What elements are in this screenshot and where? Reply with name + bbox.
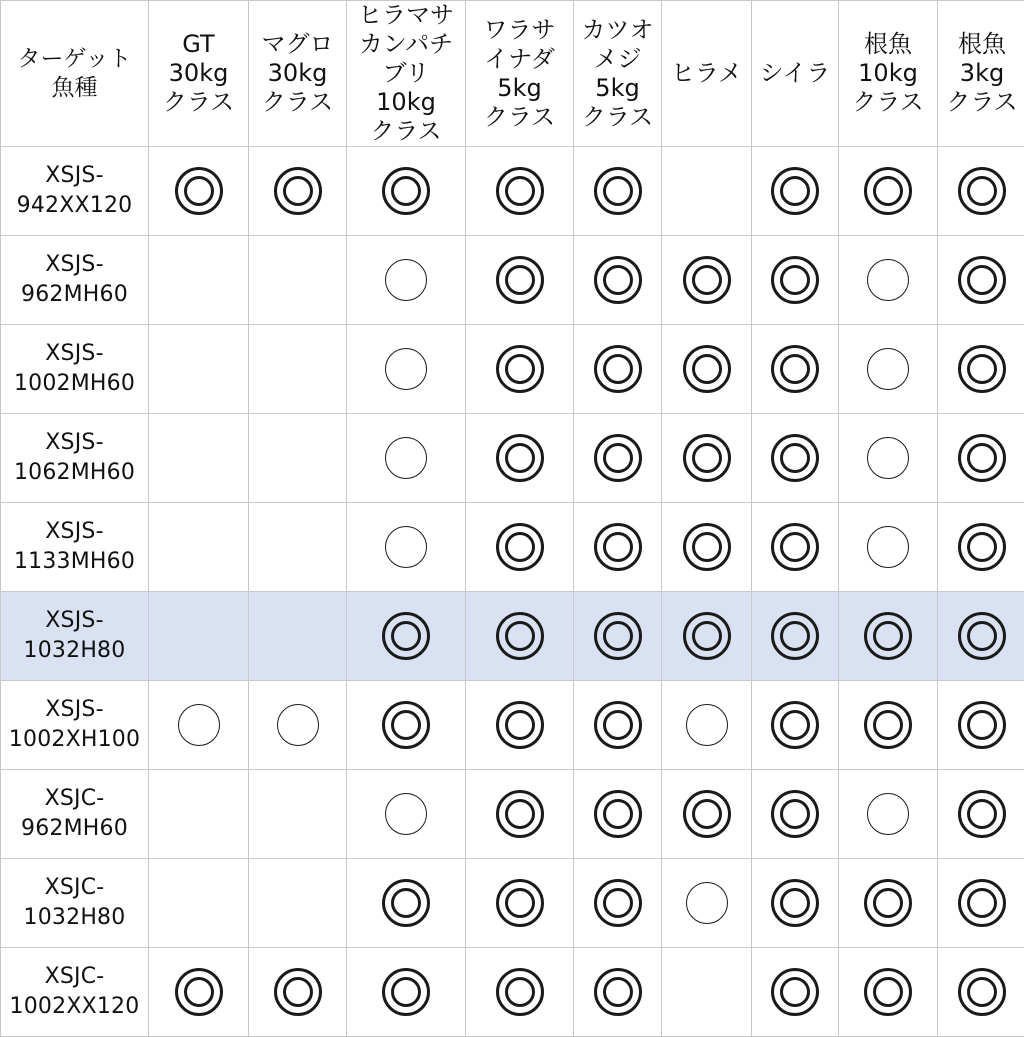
rating-cell	[574, 859, 662, 948]
double-circle-icon	[594, 523, 642, 571]
double-circle-icon	[496, 523, 544, 571]
rating-cell	[839, 681, 938, 770]
header-negyo-3kg: 根魚 3kg クラス	[938, 1, 1024, 147]
table-row	[1, 236, 1024, 325]
rating-cell	[347, 503, 466, 592]
double-circle-icon	[864, 701, 912, 749]
rating-cell	[752, 681, 839, 770]
circle-icon	[385, 437, 427, 479]
double-circle-icon	[594, 256, 642, 304]
rating-cell	[466, 503, 574, 592]
rating-cell	[466, 859, 574, 948]
double-circle-icon	[864, 968, 912, 1016]
rating-cell	[662, 859, 752, 948]
rating-cell	[249, 948, 347, 1037]
rating-cell	[662, 503, 752, 592]
rating-cell	[347, 236, 466, 325]
circle-icon	[686, 882, 728, 924]
double-circle-icon	[496, 968, 544, 1016]
double-circle-icon	[496, 256, 544, 304]
rating-cell	[938, 325, 1024, 414]
double-circle-icon	[958, 256, 1006, 304]
rating-cell	[249, 147, 347, 236]
model-name: XSJS- 962MH60	[1, 236, 149, 325]
header-katsuo: カツオ メジ 5kg クラス	[574, 1, 662, 147]
double-circle-icon	[958, 523, 1006, 571]
table-row	[1, 681, 1024, 770]
rating-cell	[249, 503, 347, 592]
rating-cell	[938, 948, 1024, 1037]
rating-cell	[249, 236, 347, 325]
double-circle-icon	[594, 167, 642, 215]
double-circle-icon	[496, 790, 544, 838]
table-row	[1, 414, 1024, 503]
double-circle-icon	[382, 879, 430, 927]
rating-cell	[249, 681, 347, 770]
rating-cell	[466, 948, 574, 1037]
double-circle-icon	[771, 790, 819, 838]
header-maguro: マグロ 30kg クラス	[249, 1, 347, 147]
circle-icon	[277, 704, 319, 746]
header-row	[1, 1, 1024, 147]
double-circle-icon	[496, 345, 544, 393]
rating-cell	[466, 325, 574, 414]
rating-cell	[347, 948, 466, 1037]
header-shiira: シイラ	[752, 1, 839, 147]
rating-cell	[938, 859, 1024, 948]
rating-cell	[347, 325, 466, 414]
rating-cell	[752, 948, 839, 1037]
rating-cell	[752, 325, 839, 414]
rating-cell	[149, 770, 249, 859]
double-circle-icon	[496, 612, 544, 660]
circle-icon	[385, 259, 427, 301]
header-negyo-10kg: 根魚 10kg クラス	[839, 1, 938, 147]
model-name: XSJS- 1002XH100	[1, 681, 149, 770]
double-circle-icon	[496, 167, 544, 215]
double-circle-icon	[382, 612, 430, 660]
double-circle-icon	[683, 256, 731, 304]
header-target-species: ターゲット 魚種	[1, 1, 149, 147]
double-circle-icon	[683, 345, 731, 393]
double-circle-icon	[274, 968, 322, 1016]
double-circle-icon	[958, 345, 1006, 393]
double-circle-icon	[496, 701, 544, 749]
rating-cell	[574, 236, 662, 325]
double-circle-icon	[683, 523, 731, 571]
double-circle-icon	[594, 879, 642, 927]
rating-cell	[662, 592, 752, 681]
rating-cell	[662, 325, 752, 414]
rating-cell	[149, 948, 249, 1037]
double-circle-icon	[771, 968, 819, 1016]
circle-icon	[686, 704, 728, 746]
rating-cell	[466, 414, 574, 503]
rating-cell	[839, 592, 938, 681]
rating-cell	[839, 503, 938, 592]
circle-icon	[385, 348, 427, 390]
double-circle-icon	[496, 434, 544, 482]
double-circle-icon	[771, 879, 819, 927]
header-hirame: ヒラメ	[662, 1, 752, 147]
double-circle-icon	[683, 790, 731, 838]
double-circle-icon	[958, 434, 1006, 482]
model-name: XSJS- 942XX120	[1, 147, 149, 236]
double-circle-icon	[958, 701, 1006, 749]
rating-cell	[839, 948, 938, 1037]
rating-cell	[249, 414, 347, 503]
double-circle-icon	[382, 968, 430, 1016]
double-circle-icon	[382, 167, 430, 215]
table-row	[1, 948, 1024, 1037]
double-circle-icon	[175, 968, 223, 1016]
rating-cell	[574, 770, 662, 859]
rating-cell	[149, 236, 249, 325]
table-body	[1, 147, 1024, 1037]
rating-cell	[574, 948, 662, 1037]
circle-icon	[385, 793, 427, 835]
double-circle-icon	[771, 345, 819, 393]
table-row	[1, 503, 1024, 592]
rating-cell	[149, 325, 249, 414]
double-circle-icon	[864, 612, 912, 660]
rating-cell	[347, 681, 466, 770]
model-name: XSJS- 1133MH60	[1, 503, 149, 592]
double-circle-icon	[594, 612, 642, 660]
rating-cell	[938, 503, 1024, 592]
rating-cell	[662, 236, 752, 325]
double-circle-icon	[594, 701, 642, 749]
rating-cell	[466, 236, 574, 325]
rating-cell	[839, 770, 938, 859]
rating-cell	[662, 147, 752, 236]
header-gt: GT 30kg クラス	[149, 1, 249, 147]
double-circle-icon	[958, 968, 1006, 1016]
double-circle-icon	[958, 790, 1006, 838]
rating-cell	[466, 147, 574, 236]
double-circle-icon	[864, 167, 912, 215]
double-circle-icon	[958, 879, 1006, 927]
header-hiramasa: ヒラマサ カンパチ ブリ 10kg クラス	[347, 1, 466, 147]
double-circle-icon	[771, 167, 819, 215]
table-row	[1, 592, 1024, 681]
rating-cell	[466, 592, 574, 681]
double-circle-icon	[958, 612, 1006, 660]
circle-icon	[867, 348, 909, 390]
rating-cell	[347, 414, 466, 503]
double-circle-icon	[594, 968, 642, 1016]
rating-cell	[938, 147, 1024, 236]
model-name: XSJC- 962MH60	[1, 770, 149, 859]
double-circle-icon	[274, 167, 322, 215]
rating-cell	[574, 681, 662, 770]
double-circle-icon	[771, 701, 819, 749]
rating-cell	[347, 770, 466, 859]
double-circle-icon	[594, 434, 642, 482]
circle-icon	[178, 704, 220, 746]
circle-icon	[867, 526, 909, 568]
rating-cell	[347, 859, 466, 948]
double-circle-icon	[594, 345, 642, 393]
rating-cell	[149, 414, 249, 503]
rating-cell	[574, 147, 662, 236]
rating-cell	[662, 948, 752, 1037]
double-circle-icon	[771, 612, 819, 660]
double-circle-icon	[771, 523, 819, 571]
rating-cell	[839, 325, 938, 414]
rating-cell	[839, 236, 938, 325]
model-name: XSJS- 1062MH60	[1, 414, 149, 503]
model-name: XSJC- 1032H80	[1, 859, 149, 948]
rating-cell	[938, 681, 1024, 770]
circle-icon	[385, 526, 427, 568]
rating-cell	[839, 147, 938, 236]
rating-cell	[574, 414, 662, 503]
model-name: XSJC- 1002XX120	[1, 948, 149, 1037]
model-name: XSJS- 1032H80	[1, 592, 149, 681]
rating-cell	[662, 414, 752, 503]
rating-cell	[662, 681, 752, 770]
rating-cell	[466, 770, 574, 859]
table-row	[1, 770, 1024, 859]
rating-cell	[662, 770, 752, 859]
rating-cell	[752, 859, 839, 948]
rating-cell	[347, 592, 466, 681]
double-circle-icon	[958, 167, 1006, 215]
table-row	[1, 859, 1024, 948]
double-circle-icon	[175, 167, 223, 215]
model-name: XSJS- 1002MH60	[1, 325, 149, 414]
rating-cell	[574, 325, 662, 414]
table-row	[1, 147, 1024, 236]
rating-cell	[249, 770, 347, 859]
rating-cell	[752, 770, 839, 859]
double-circle-icon	[771, 434, 819, 482]
rating-cell	[149, 859, 249, 948]
double-circle-icon	[864, 879, 912, 927]
rating-cell	[249, 325, 347, 414]
rating-cell	[938, 236, 1024, 325]
rating-cell	[149, 503, 249, 592]
rating-cell	[938, 592, 1024, 681]
double-circle-icon	[683, 434, 731, 482]
rating-cell	[839, 859, 938, 948]
rating-cell	[938, 414, 1024, 503]
rating-cell	[574, 592, 662, 681]
circle-icon	[867, 793, 909, 835]
rating-cell	[752, 592, 839, 681]
double-circle-icon	[496, 879, 544, 927]
rating-cell	[752, 414, 839, 503]
rating-cell	[149, 681, 249, 770]
table-row	[1, 325, 1024, 414]
circle-icon	[867, 259, 909, 301]
double-circle-icon	[683, 612, 731, 660]
double-circle-icon	[771, 256, 819, 304]
rating-cell	[149, 592, 249, 681]
header-warasa: ワラサ イナダ 5kg クラス	[466, 1, 574, 147]
rating-cell	[466, 681, 574, 770]
rating-cell	[752, 236, 839, 325]
rating-cell	[574, 503, 662, 592]
rating-cell	[839, 414, 938, 503]
rating-cell	[347, 147, 466, 236]
rating-cell	[938, 770, 1024, 859]
circle-icon	[867, 437, 909, 479]
double-circle-icon	[382, 701, 430, 749]
rating-cell	[249, 592, 347, 681]
rating-cell	[752, 147, 839, 236]
rating-cell	[249, 859, 347, 948]
rating-cell	[149, 147, 249, 236]
double-circle-icon	[594, 790, 642, 838]
rating-cell	[752, 503, 839, 592]
